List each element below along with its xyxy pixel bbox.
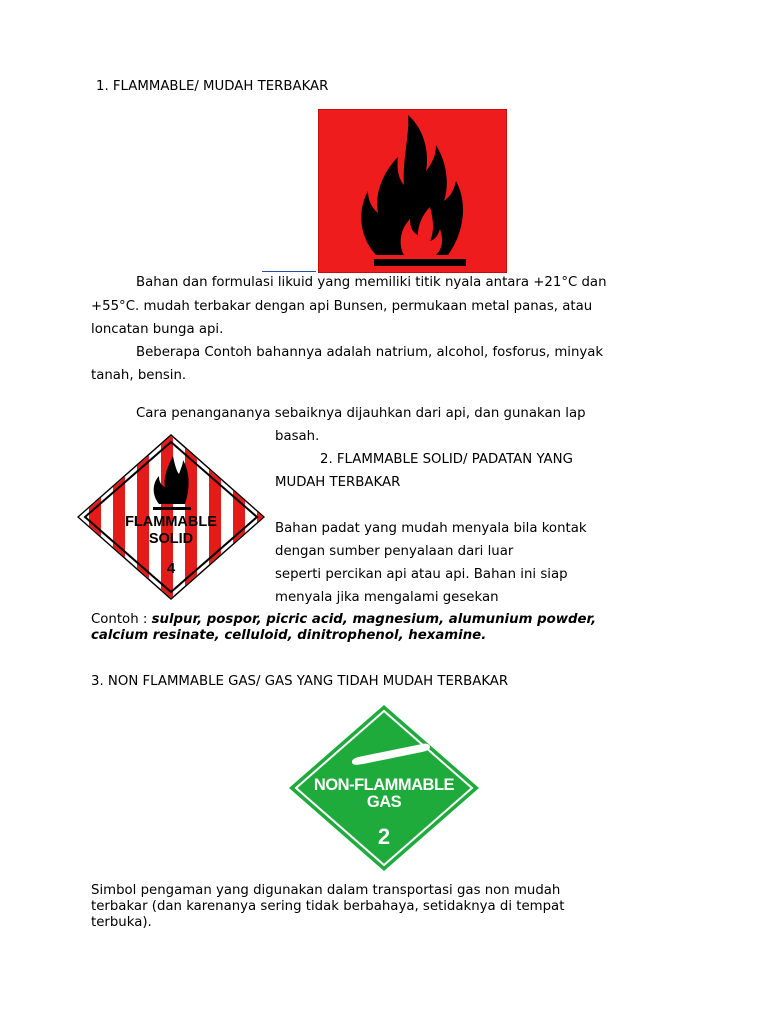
para1-line3: loncatan bunga api. (91, 322, 224, 337)
flame-symbol-icon (318, 109, 507, 273)
section3-heading: 3. NON FLAMMABLE GAS/ GAS YANG TIDAH MUDAH TERBAKAR (91, 674, 509, 689)
para1-line1: Bahan dan formulasi likuid yang memiliki titik nyala antara +21°C dan (136, 275, 607, 290)
section2-desc-line3: seperti percikan api atau api. Bahan ini siap (275, 567, 568, 582)
section2-heading-line1: 2. FLAMMABLE SOLID/ PADATAN YANG (320, 452, 573, 467)
sign-text-line1: NON-FLAMMABLE (313, 776, 455, 794)
flammable-solid-sign (75, 432, 267, 602)
para2-line1: Beberapa Contoh bahannya adalah natrium, alcohol, fosforus, minyak (136, 345, 604, 360)
sign-text-line2: SOLID (148, 531, 194, 547)
section3-desc-line3: terbuka). (91, 915, 152, 930)
non-flammable-gas-sign (288, 704, 480, 872)
section2-heading-line2: MUDAH TERBAKAR (275, 475, 401, 490)
flammable-solid-sign-text (75, 514, 267, 548)
section1-heading: 1. FLAMMABLE/ MUDAH TERBAKAR (96, 79, 329, 94)
examples-line2: calcium resinate, celluloid, dinitrophenol, hexamine. (91, 628, 487, 643)
non-flammable-sign-text (288, 777, 480, 811)
sign-text-line1: FLAMMABLE (125, 514, 217, 530)
para3-line1: Cara penangananya sebaiknya dijauhkan dari api, dan gunakan lap (136, 406, 586, 421)
section2-desc-line1: Bahan padat yang mudah menyala bila kontak (275, 521, 587, 536)
section2-desc-line2: dengan sumber penyalaan dari luar (275, 544, 514, 559)
section3-desc-line1: Simbol pengaman yang digunakan dalam transportasi gas non mudah (91, 883, 561, 898)
para1-line2: +55°C. mudah terbakar dengan api Bunsen, permukaan metal panas, atau (91, 299, 593, 314)
flammable-sign (318, 109, 507, 273)
sign-text-line2: GAS (366, 793, 402, 811)
examples-list-1: sulpur, pospor, picric acid, magnesium, alumunium powder, (151, 612, 597, 627)
para3-line2: basah. (275, 429, 320, 444)
section2-desc-line4: menyala jika mengalami gesekan (275, 590, 499, 605)
examples-line1 (91, 612, 596, 628)
para2-line2: tanah, bensin. (91, 368, 187, 383)
examples-label: Contoh : (91, 612, 152, 627)
section3-desc-line2: terbakar (dan karenanya sering tidak berbahaya, setidaknya di tempat (91, 899, 565, 914)
class-number: 4 (166, 560, 176, 577)
class-number: 2 (377, 824, 391, 849)
